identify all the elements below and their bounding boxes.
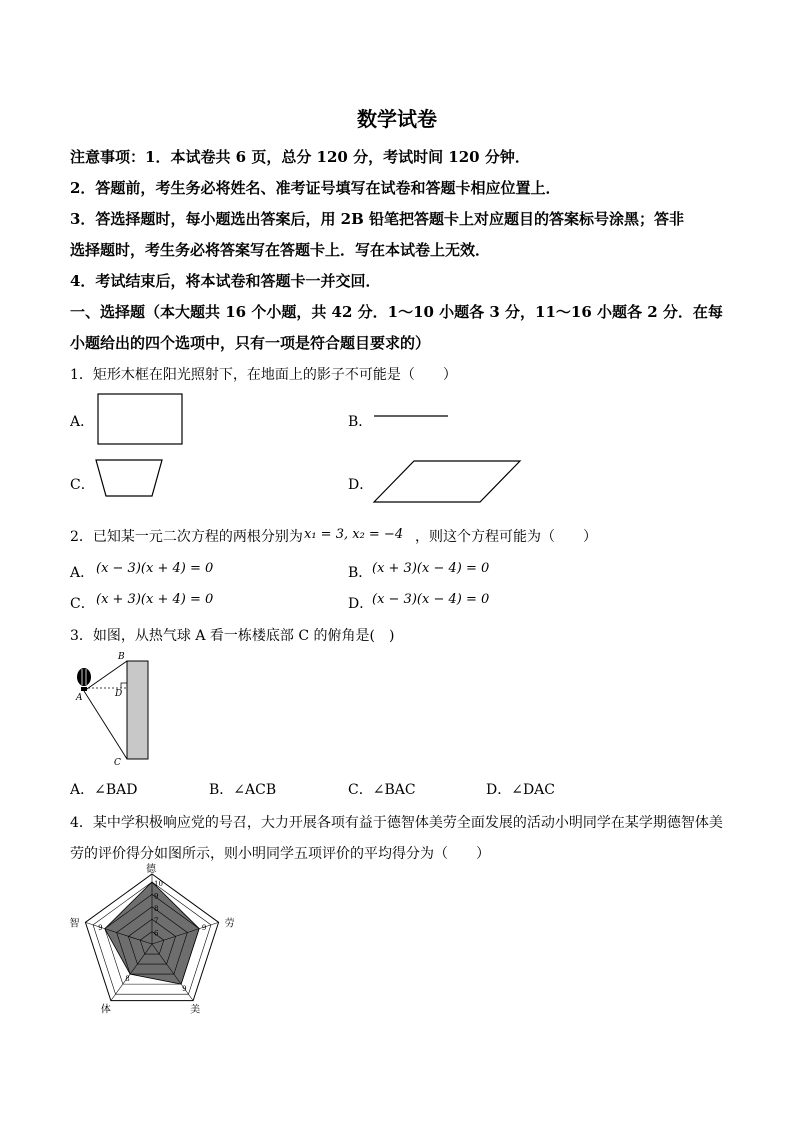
q1-option-a-label: A． bbox=[70, 414, 95, 430]
q1-option-a-rectangle bbox=[96, 392, 186, 446]
q4-stem-line-2: 劳的评价得分如图所示，则小明同学五项评价的平均得分为（ ） bbox=[70, 846, 490, 862]
radar-value-label: 9 bbox=[201, 924, 207, 933]
q3-option-d: D．∠DAC bbox=[486, 782, 556, 798]
q2-option-d-label: D． bbox=[348, 596, 374, 612]
label-d: D bbox=[115, 689, 123, 699]
radar-ring-label: 8 bbox=[154, 904, 159, 913]
radar-value-label: 9 bbox=[98, 924, 103, 933]
q2-stem-part-2: ，则这个方程可能为（ ） bbox=[415, 529, 597, 545]
q1-option-b-segment bbox=[372, 410, 452, 420]
q2-option-c-label: C． bbox=[70, 596, 95, 612]
hot-air-balloon-icon bbox=[77, 668, 91, 686]
q2-option-c-equation: (x + 3)(x + 4) = 0 bbox=[96, 592, 214, 607]
label-c: C bbox=[114, 758, 121, 768]
q3-stem: 3．如图，从热气球 A 看一栋楼底部 C 的俯角是( ) bbox=[70, 628, 395, 644]
radar-axis-label: 劳 bbox=[224, 918, 235, 930]
notes-line-4: 4．考试结束后，将本试卷和答题卡一并交回． bbox=[70, 272, 381, 290]
q2-option-a-label: A． bbox=[70, 565, 95, 581]
q1-stem: 1．矩形木框在阳光照射下，在地面上的影子不可能是（ ） bbox=[70, 367, 457, 383]
radar-ring-label: 9 bbox=[154, 892, 159, 901]
q2-option-a-equation: (x − 3)(x + 4) = 0 bbox=[96, 561, 214, 576]
radar-axis-label: 德 bbox=[146, 864, 156, 875]
section-heading-line-1: 一、选择题（本大题共 16 个小题，共 42 分．1～10 小题各 3 分，11～16 小题各 2 分．在每 bbox=[70, 303, 723, 321]
radar-axis-label: 美 bbox=[190, 1004, 201, 1016]
section-heading-line-2: 小题给出的四个选项中，只有一项是符合题目要求的） bbox=[70, 334, 431, 352]
radar-ring-label: 6 bbox=[154, 929, 159, 938]
q2-option-b-equation: (x + 3)(x − 4) = 0 bbox=[372, 561, 490, 576]
q4-stem-line-1: 4．某中学积极响应党的号召，大力开展各项有益于德智体美劳全面发展的活动小明同学在某学期德智体美 bbox=[70, 815, 723, 831]
notes-line-3a: 3．答选择题时，每小题选出答案后，用 2B 铅笔把答题卡上对应题目的答案标号涂黑；答非 bbox=[70, 210, 685, 228]
radar-axis-label: 体 bbox=[100, 1004, 111, 1016]
q1-option-b-label: B． bbox=[348, 414, 373, 430]
label-a: A bbox=[76, 693, 83, 703]
q3-balloon-building-figure bbox=[70, 650, 160, 768]
q3-option-b: B．∠ACB bbox=[209, 782, 277, 798]
q2-roots: x₁ = 3, x₂ = −4 bbox=[304, 527, 404, 542]
notes-line-3b: 选择题时，考生务必将答案写在答题卡上．写在本试卷上无效． bbox=[70, 241, 491, 259]
q4-radar-chart bbox=[69, 864, 235, 1024]
radar-ring-label: 7 bbox=[154, 917, 159, 926]
radar-ring-label: 10 bbox=[154, 880, 163, 888]
notes-line-1: 注意事项：1．本试卷共 6 页，总分 120 分，考试时间 120 分钟． bbox=[70, 148, 530, 166]
q2-stem-part-1: 2．已知某一元二次方程的两根分别为 bbox=[70, 529, 303, 545]
q1-option-d-label: D． bbox=[348, 477, 374, 493]
radar-value-label: 9 bbox=[182, 985, 187, 994]
label-b: B bbox=[118, 652, 125, 662]
radar-axis-label: 智 bbox=[69, 918, 80, 930]
notes-line-2: 2．答题前，考生务必将姓名、准考证号填写在试卷和答题卡相应位置上． bbox=[70, 179, 561, 197]
q1-option-c-label: C． bbox=[70, 477, 95, 493]
q2-option-d-equation: (x − 3)(x − 4) = 0 bbox=[372, 592, 490, 607]
q2-option-b-label: B． bbox=[348, 565, 373, 581]
page-title: 数学试卷 bbox=[357, 107, 437, 131]
q3-option-a: A．∠BAD bbox=[70, 782, 138, 798]
radar-value-label: 8 bbox=[125, 975, 130, 984]
q3-option-c: C．∠BAC bbox=[348, 782, 416, 798]
q1-option-c-trapezoid bbox=[94, 458, 166, 500]
q1-option-d-parallelogram bbox=[372, 459, 524, 505]
